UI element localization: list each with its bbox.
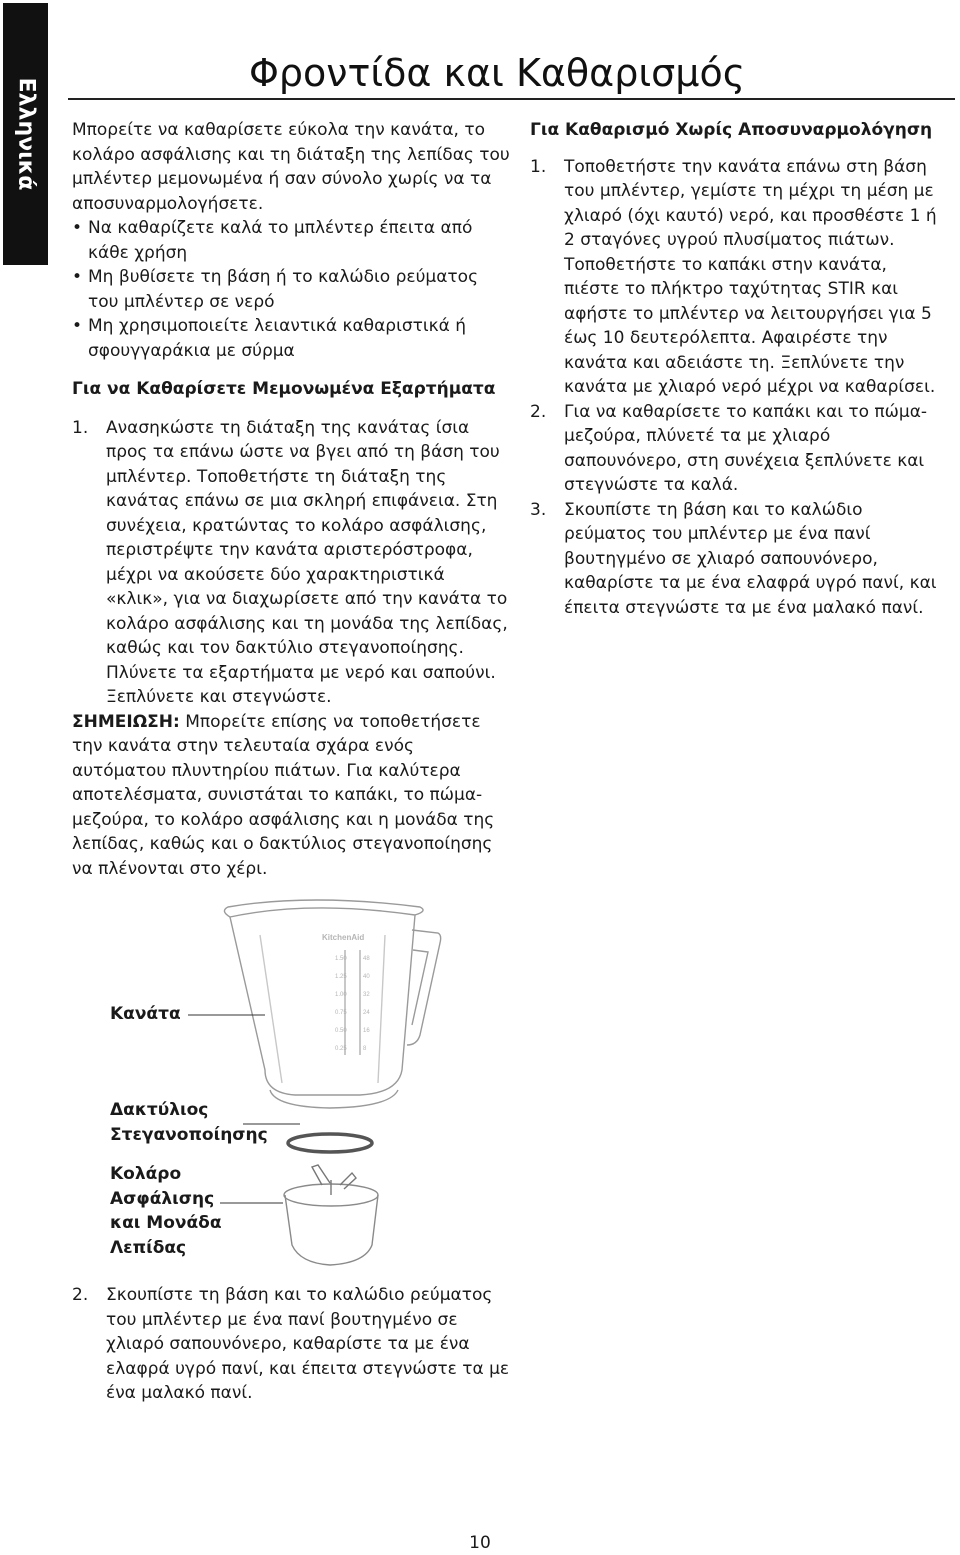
- parts-steps: [72, 416, 512, 710]
- step-number: 2.: [530, 401, 547, 422]
- scale-tick-label: 32: [363, 992, 370, 998]
- scale-tick-label: 1.25: [335, 974, 347, 980]
- collar-label: Κολάρο Ασφάλισης και Μονάδα Λεπίδας: [110, 1164, 222, 1258]
- language-tab-label: Ελληνικά: [13, 77, 38, 191]
- page-title: Φροντίδα και Καθαρισμός: [248, 51, 745, 95]
- title-rule: [68, 98, 955, 100]
- scale-tick-label: 0.50: [335, 1028, 347, 1034]
- care-bullet-list: [72, 216, 512, 363]
- step-number: 3.: [530, 499, 547, 520]
- scale-tick-label: 8: [363, 1046, 367, 1052]
- note-paragraph: [72, 710, 512, 882]
- scale-tick-label: 24: [363, 1010, 370, 1016]
- parts-step-2: [72, 1283, 512, 1406]
- nodisassembly-steps: [530, 155, 945, 621]
- scale-tick-label: 40: [363, 974, 370, 980]
- nodisassembly-step-1: [530, 155, 945, 400]
- nodisassembly-step-3: [530, 498, 945, 621]
- parts-section-heading: Για να Καθαρίσετε Μεμονωμένα Εξαρτήματα: [72, 379, 496, 399]
- scale-tick-label: 0.75: [335, 1010, 347, 1016]
- step-text: Σκουπίστε τη βάση και το καλώδιο ρεύματος του μπλέντερ με ένα πανί βουτηγμένο σε χλιαρό σαπουνόνερο, καθαρίστε τα με ένα ελαφρά υγρό πανί, και έπειτα στεγνώστε τα με ένα μαλακό πανί.: [106, 1285, 510, 1403]
- jar-facet-line: [378, 935, 385, 1083]
- scale-tick-label: 0.25: [335, 1046, 347, 1052]
- blade: [312, 1165, 330, 1185]
- blender-parts-illustration: [60, 895, 560, 1275]
- blade: [340, 1173, 356, 1189]
- scale-tick-label: 16: [363, 1028, 370, 1034]
- parts-step-1: [72, 416, 512, 710]
- scale-tick-label: 48: [363, 956, 370, 962]
- nodisassembly-heading: Για Καθαρισμό Χωρίς Αποσυναρμολόγηση: [530, 120, 933, 140]
- note-label: ΣΗΜΕΙΩΣΗ:: [72, 711, 180, 732]
- parts-steps-continued: [72, 1283, 512, 1406]
- nodisassembly-step-2: [530, 400, 945, 498]
- step-text: Τοποθετήστε την κανάτα επάνω στη βάση του μπλέντερ, γεμίστε τη μέχρι τη μέση με χλιαρό (όχι καυτό) νερό, και προσθέστε 1 ή 2 σταγόνες υγρού πλυσίματος πιάτων. Τοποθετήστε το καπάκι στην κανάτα, πιέστε το πλήκτρο ταχύτητας STIR και αφήστε το μπλέντερ να λειτουργήσει για 5 έως 10 δευτερόλεπτα. Αφαιρέστε την κανάτα και αδειάστε τη. Ξεπλύνετε την κανάτα με χλιαρό νερό μέχρι να καθαρίσει.: [564, 156, 937, 397]
- step-text: Σκουπίστε τη βάση και το καλώδιο ρεύματος του μπλέντερ με ένα πανί βουτηγμένο σε χλιαρό σαπουνόνερο, καθαρίστε τα με ένα ελαφρά υγρό πανί, και έπειτα στεγνώστε τα με ένα μαλακό πανί.: [564, 499, 937, 618]
- gasket-ring: [288, 1134, 372, 1152]
- left-column: [72, 118, 512, 881]
- page-number: 10: [469, 1533, 491, 1553]
- step-number: 2.: [72, 1285, 89, 1305]
- list-item: • Μη βυθίσετε τη βάση ή το καλώδιο ρεύματος του μπλέντερ σε νερό: [72, 265, 512, 314]
- jar-brand-text: KitchenAid: [322, 933, 365, 942]
- step-number: 1.: [72, 417, 89, 438]
- right-column: [530, 118, 945, 620]
- scale-tick-label: 1.00: [335, 992, 347, 998]
- step-number: 1.: [530, 156, 547, 177]
- scale-tick-label: 1.50: [335, 956, 347, 962]
- list-item: [72, 1283, 512, 1406]
- note-text: Μπορείτε επίσης να τοποθετήσετε την κανάτα στην τελευταία σχάρα ενός αυτόματου πλυντηρίου πιάτων. Για καλύτερα αποτελέσματα, συνιστάται το καπάκι, το πώμα-μεζούρα, το κολάρο ασφάλισης και η μονάδα της λεπίδας, καθώς και ο δακτύλιος στεγανοποίησης να πλένονται στο χέρι.: [72, 711, 495, 879]
- intro-paragraph: Μπορείτε να καθαρίσετε εύκολα την κανάτα, το κολάρο ασφάλισης και τη διάταξη της λεπίδας του μπλέντερ μεμονωμένα ή σαν σύνολο χωρίς να τα αποσυναρμολογήσετε.: [72, 120, 510, 214]
- language-tab: [3, 3, 48, 265]
- step-text: Για να καθαρίσετε το καπάκι και το πώμα-μεζούρα, πλύνετέ τα με χλιαρό σαπουνόνερο, στη συνέχεια ξεπλύνετε και στεγνώστε τα καλά.: [564, 401, 928, 495]
- list-item: • Να καθαρίζετε καλά το μπλέντερ έπειτα από κάθε χρήση: [72, 216, 512, 265]
- gasket-label: Δακτύλιος Στεγανοποίησης: [110, 1100, 268, 1145]
- list-item: • Μη χρησιμοποιείτε λειαντικά καθαριστικά ή σφουγγαράκια με σύρμα: [72, 314, 512, 363]
- jar-handle-inner: [412, 950, 428, 1025]
- step-text: Ανασηκώστε τη διάταξη της κανάτας ίσια προς τα επάνω ώστε να βγει από τη βάση του μπλέντερ. Τοποθετήστε τη διάταξη της κανάτας επάνω σε μια σκληρή επιφάνεια. Στη συνέχεια, κρατώντας το κολάρο ασφάλισης, περιστρέψτε την κανάτα αριστερόστροφα, μέχρι να ακούσετε δύο χαρακτηριστικά «κλικ», για να διαχωρίσετε από την κανάτα το κολάρο ασφάλισης και τη μονάδα της λεπίδας, καθώς και τον δακτύλιο στεγανοποίησης. Πλύνετε τα εξαρτήματα με νερό και σαπούνι. Ξεπλύνετε και στεγνώστε.: [106, 417, 508, 707]
- jar-label: Κανάτα: [110, 1004, 181, 1024]
